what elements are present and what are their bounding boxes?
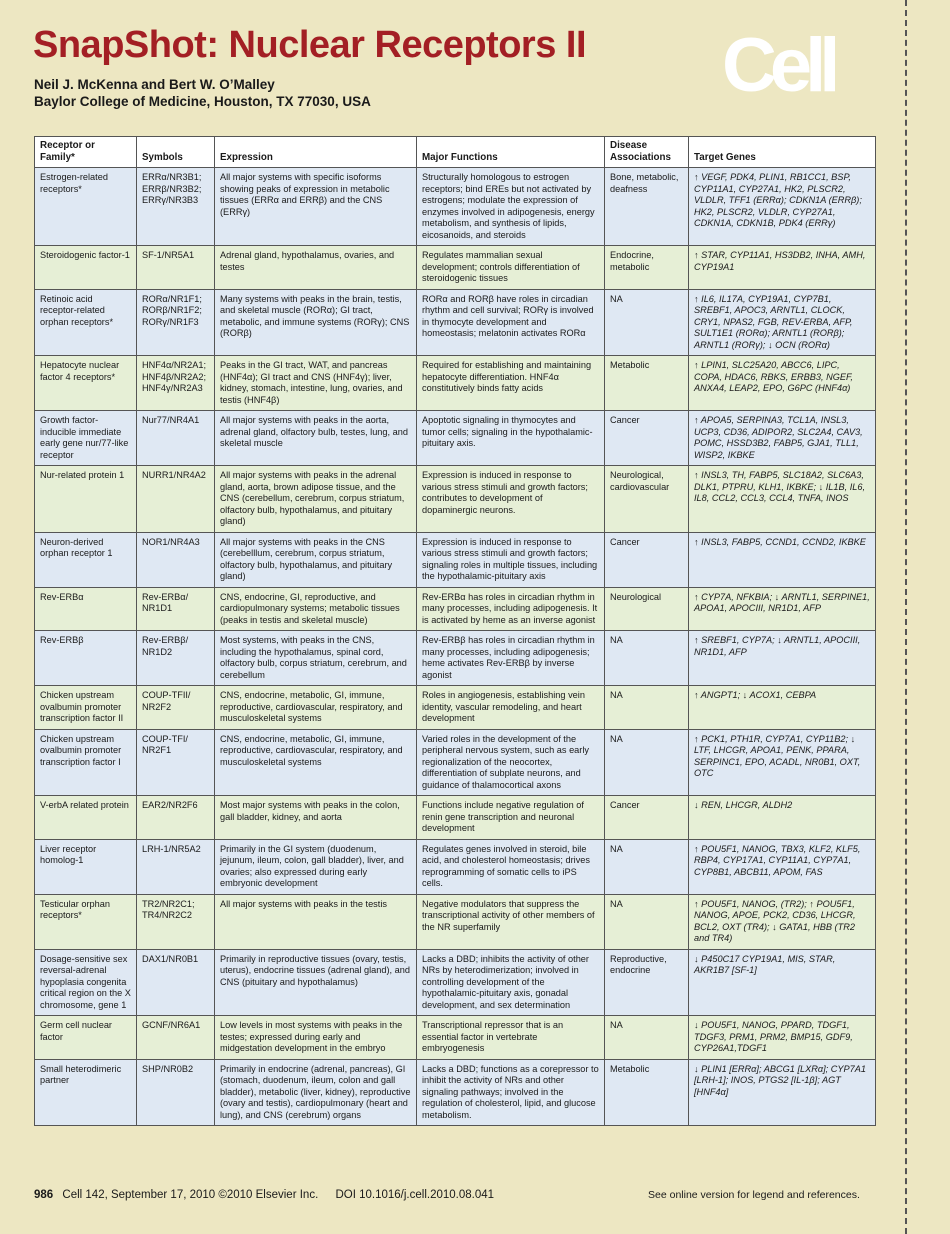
cell-expression: All major systems with peaks in the CNS (cerebelllum, cerebrum, corpus striatum, olfactory bulb, hypothalamus, and pituitary gland) [215,532,417,587]
cell-genes: ↓ PLIN1 [ERRα]; ABCG1 [LXRα]; CYP7A1 [LRH-1]; INOS, PTGS2 [IL-1β]; AGT [HNF4α] [689,1059,876,1126]
journal-logo: Cell [722,23,834,108]
cell-functions: Expression is induced in response to various stress stimuli and growth factors; contributes to development of dopaminergic neurons. [417,466,605,533]
cell-expression: All major systems with peaks in the aorta, adrenal gland, olfactory bulb, testes, lung, and skeletal muscle [215,411,417,466]
cell-symbols: HNF4α/NR2A1; HNF4β/NR2A2; HNF4γ/NR2A3 [137,356,215,411]
cell-receptor: Testicular orphan receptors* [35,894,137,949]
cell-disease: Bone, metabolic, deafness [605,168,689,246]
citation: Cell 142, September 17, 2010 ©2010 Elsevier Inc. [62,1189,319,1201]
cell-receptor: Growth factor-inducible immediate early gene nur/77-like receptor [35,411,137,466]
doi: DOI 10.1016/j.cell.2010.08.041 [335,1189,495,1201]
table-row [35,356,876,411]
cell-disease: Cancer [605,532,689,587]
cell-expression: All major systems with peaks in the testis [215,894,417,949]
cell-genes: ↓ P450C17 CYP19A1, MIS, STAR, AKR1B7 [SF-1] [689,949,876,1016]
cell-receptor: Retinoic acid receptor-related orphan receptors* [35,289,137,356]
cell-receptor: Estrogen-related receptors* [35,168,137,246]
cell-expression: Primarily in the GI system (duodenum, jejunum, ileum, colon, gall bladder), liver, and ovaries; also expressed during early embryonic development [215,839,417,894]
cell-functions: Expression is induced in response to various stress stimuli and growth factors; signaling roles in multiple tissues, including the hypothalamic-pituitary axis [417,532,605,587]
table-row [35,587,876,631]
page-number: 986 [34,1189,54,1201]
table-row [35,532,876,587]
cell-receptor: Rev-ERBα [35,587,137,631]
cell-receptor: V-erbA related protein [35,796,137,840]
cell-disease: NA [605,729,689,796]
cell-symbols: Rev-ERBβ/ NR1D2 [137,631,215,686]
cell-receptor: Small heterodimeric partner [35,1059,137,1126]
cell-symbols: EAR2/NR2F6 [137,796,215,840]
cell-disease: NA [605,1016,689,1060]
cell-genes: ↑ INSL3, TH, FABP5, SLC18A2, SLC6A3, DLK1, PTPRU, KLH1, IKBKE; ↓ IL1B, IL6, IL8, CCL2, CCL3, CCL4, TNFA, INOS [689,466,876,533]
cell-expression: All major systems with specific isoforms showing peaks of expression in metabolic tissues (ERRα and ERRβ) and the CNS (ERRγ) [215,168,417,246]
cell-functions: Regulates mammalian sexual development; controls differentiation of steroidogenic tissues [417,246,605,290]
receptor-table [34,136,876,1126]
cell-disease: Neurological, cardiovascular [605,466,689,533]
cell-genes: ↑ SREBF1, CYP7A; ↓ ARNTL1, APOCIII, NR1D1, AFP [689,631,876,686]
cell-expression: Peaks in the GI tract, WAT, and pancreas (HNF4α); GI tract and CNS (HNF4γ); liver, kidney, stomach, intestine, lung, ovaries, and testis (HNF4β) [215,356,417,411]
cell-genes: ↑ ANGPT1; ↓ ACOX1, CEBPA [689,686,876,730]
cell-functions: Functions include negative regulation of renin gene transcription and neuronal development [417,796,605,840]
cell-disease: NA [605,289,689,356]
cell-genes: ↓ POU5F1, NANOG, PPARD, TDGF1, TDGF3, PRM1, PRM2, BMP15, GDF9, CYP26A1,TDGF1 [689,1016,876,1060]
cell-receptor: Nur-related protein 1 [35,466,137,533]
cell-genes: ↑ PCK1, PTH1R, CYP7A1, CYP11B2; ↓ LTF, LHCGR, APOA1, PENK, PPARA, SERPINC1, EPO, ACADL, NR0B1, OXT, OTC [689,729,876,796]
cell-functions: Rev-ERBα has roles in circadian rhythm in many processes, including adipogenesis. It is activated by heme as an inverse agonist [417,587,605,631]
table-row [35,1016,876,1060]
cell-functions: RORα and RORβ have roles in circadian rhythm and cell survival; RORγ is involved in thymocyte development and homeostasis; melatonin activates RORα [417,289,605,356]
column-header-receptor: Receptor or Family* [35,137,137,168]
cell-receptor: Rev-ERBβ [35,631,137,686]
cell-disease: NA [605,686,689,730]
page-cut-line [905,0,907,1234]
author-block [34,76,371,110]
cell-receptor: Neuron-derived orphan receptor 1 [35,532,137,587]
cell-functions: Lacks a DBD; inhibits the activity of other NRs by heterodimerization; involved in controlling development of the hypothalamic-pituitary axis, gonadal development, and sex determination [417,949,605,1016]
cell-receptor: Hepatocyte nuclear factor 4 receptors* [35,356,137,411]
cell-genes: ↑ POU5F1, NANOG, (TR2); ↑ POU5F1, NANOG, APOE, PCK2, CD36, LHCGR, BCL2, OXT (TR4); ↓ GATA1, HBB (TR2 and TR4) [689,894,876,949]
cell-genes: ↑ POU5F1, NANOG, TBX3, KLF2, KLF5, RBP4, CYP17A1, CYP11A1, CYP7A1, CYP8B1, ABCB11, APOM, FAS [689,839,876,894]
column-header-genes: Target Genes [689,137,876,168]
cell-genes: ↑ CYP7A, NFKBIA; ↓ ARNTL1, SERPINE1, APOA1, APOCIII, NR1D1, AFP [689,587,876,631]
cell-expression: CNS, endocrine, metabolic, GI, immune, reproductive, cardiovascular, respiratory, and musculoskeletal systems [215,729,417,796]
cell-disease: Cancer [605,411,689,466]
cell-genes: ↑ LPIN1, SLC25A20, ABCC6, LIPC, COPA, HDAC6, RBKS, ERBB3, NGEF, ANXA4, LEAP2, EPO, G6PC (HNF4α) [689,356,876,411]
cell-symbols: SHP/NR0B2 [137,1059,215,1126]
cell-expression: Most major systems with peaks in the colon, gall bladder, kidney, and aorta [215,796,417,840]
cell-disease: Reproductive, endocrine [605,949,689,1016]
cell-disease: NA [605,894,689,949]
table-row [35,289,876,356]
cell-expression: Primarily in reproductive tissues (ovary, testis, uterus), endocrine tissues (adrenal gland), and CNS (pituitary and hypothalamus) [215,949,417,1016]
cell-symbols: COUP-TFII/ NR2F2 [137,686,215,730]
cell-symbols: LRH-1/NR5A2 [137,839,215,894]
cell-symbols: Nur77/NR4A1 [137,411,215,466]
column-header-disease: Disease Associations [605,137,689,168]
cell-functions: Regulates genes involved in steroid, bile acid, and cholesterol homeostasis; drives reprogramming of somatic cells to iPS cells. [417,839,605,894]
cell-disease: Metabolic [605,1059,689,1126]
cell-genes: ↓ REN, LHCGR, ALDH2 [689,796,876,840]
cell-symbols: COUP-TFI/ NR2F1 [137,729,215,796]
table-row [35,686,876,730]
table-row [35,631,876,686]
cell-expression: CNS, endocrine, metabolic, GI, immune, reproductive, cardiovascular, respiratory, and musculoskeletal systems [215,686,417,730]
column-header-functions: Major Functions [417,137,605,168]
table-row [35,466,876,533]
cell-receptor: Steroidogenic factor-1 [35,246,137,290]
cell-receptor: Chicken upstream ovalbumin promoter transcription factor II [35,686,137,730]
cell-receptor: Liver receptor homolog-1 [35,839,137,894]
column-header-symbols: Symbols [137,137,215,168]
cell-functions: Structurally homologous to estrogen receptors; bind EREs but not activated by estrogens; modulate the expression of enzymes involved in adipogenesis, energy metabolism, and synthesis of lipids, eicosanoids, and steroids [417,168,605,246]
cell-disease: Metabolic [605,356,689,411]
table-row [35,839,876,894]
cell-symbols: DAX1/NR0B1 [137,949,215,1016]
cell-expression: All major systems with peaks in the adrenal gland, aorta, brown adipose tissue, and the CNS (cerebellum, cerebrum, corpus striatum, olfactory bulb, hypothalamus, and pituitary gland) [215,466,417,533]
table-row [35,246,876,290]
cell-receptor: Germ cell nuclear factor [35,1016,137,1060]
table-row [35,411,876,466]
cell-expression: Many systems with peaks in the brain, testis, and skeletal muscle (RORα); GI tract, metabolic, and immune systems (RORγ); CNS (RORβ) [215,289,417,356]
cell-functions: Apoptotic signaling in thymocytes and tumor cells; signaling in the hypothalamic-pituitary axis. [417,411,605,466]
table-row [35,1059,876,1126]
footer-citation-block [34,1189,494,1201]
cell-functions: Varied roles in the development of the peripheral nervous system, such as early regionalization of the neocortex, differentiation of subplate neurons, and guidance of thalamocortical axons [417,729,605,796]
cell-functions: Roles in angiogenesis, establishing vein identity, vascular remodeling, and heart development [417,686,605,730]
cell-symbols: GCNF/NR6A1 [137,1016,215,1060]
cell-expression: Most systems, with peaks in the CNS, including the hypothalamus, spinal cord, olfactory bulb, corpus striatum, cerebrum, and cerebellum [215,631,417,686]
cell-receptor: Chicken upstream ovalbumin promoter transcription factor I [35,729,137,796]
authors: Neil J. McKenna and Bert W. O’Malley [34,77,275,92]
cell-disease: NA [605,631,689,686]
column-header-expression: Expression [215,137,417,168]
page-title: SnapShot: Nuclear Receptors II [33,24,587,66]
cell-symbols: ERRα/NR3B1; ERRβ/NR3B2; ERRγ/NR3B3 [137,168,215,246]
cell-genes: ↑ INSL3, FABP5, CCND1, CCND2, IKBKE [689,532,876,587]
cell-genes: ↑ IL6, IL17A, CYP19A1, CYP7B1, SREBF1, APOC3, ARNTL1, CLOCK, CRY1, NPAS2, FGB, REV-ERBA, AFP, SULT1E1 (RORα); ARNTL1 (RORβ); ARNTL1 (RORγ); ↓ OCN (RORα) [689,289,876,356]
cell-disease: Endocrine, metabolic [605,246,689,290]
cell-receptor: Dosage-sensitive sex reversal-adrenal hypoplasia congenita critical region on the X chromosome, gene 1 [35,949,137,1016]
table-row [35,796,876,840]
table-row [35,168,876,246]
cell-symbols: Rev-ERBα/ NR1D1 [137,587,215,631]
cell-genes: ↑ STAR, CYP11A1, HS3DB2, INHA, AMH, CYP19A1 [689,246,876,290]
cell-disease: Cancer [605,796,689,840]
cell-expression: CNS, endocrine, GI, reproductive, and cardiopulmonary systems; metabolic tissues (peaks in testis and skeletal muscle) [215,587,417,631]
cell-genes: ↑ VEGF, PDK4, PLIN1, RB1CC1, BSP, CYP11A1, CYP27A1, HK2, PLSCR2, VLDLR, TFF1 (ERRα); CDKN1A (ERRβ); HK2, PLSCR2, VLDLR, CYP27A1, CDKN1A, CDKN1B, PDK4 (ERRγ) [689,168,876,246]
table-row [35,949,876,1016]
cell-symbols: TR2/NR2C1; TR4/NR2C2 [137,894,215,949]
cell-functions: Rev-ERBβ has roles in circadian rhythm in many processes, including adipogenesis; heme activates Rev-ERBβ by inverse agonist [417,631,605,686]
footer-note: See online version for legend and references. [648,1189,860,1201]
cell-expression: Adrenal gland, hypothalamus, ovaries, and testes [215,246,417,290]
table-row [35,894,876,949]
cell-symbols: RORα/NR1F1; RORβ/NR1F2; RORγ/NR1F3 [137,289,215,356]
cell-symbols: NURR1/NR4A2 [137,466,215,533]
cell-functions: Lacks a DBD; functions as a corepressor to inhibit the activity of NRs and other signaling pathways; involved in the regulation of cholesterol, lipid, and glucose metabolism. [417,1059,605,1126]
cell-symbols: NOR1/NR4A3 [137,532,215,587]
affiliation: Baylor College of Medicine, Houston, TX 77030, USA [34,94,371,109]
cell-disease: Neurological [605,587,689,631]
cell-functions: Transcriptional repressor that is an essential factor in vertebrate embryogenesis [417,1016,605,1060]
table-header-row [35,137,876,168]
cell-disease: NA [605,839,689,894]
cell-symbols: SF-1/NR5A1 [137,246,215,290]
cell-expression: Low levels in most systems with peaks in the testes; expressed during early and midgestation development in the embryo [215,1016,417,1060]
cell-expression: Primarily in endocrine (adrenal, pancreas), GI (stomach, duodenum, ileum, colon and gall bladder), metabolic (liver, kidney), reproductive (ovary and testis), cardiopulmonary (heart and lung), and CNS (cerebrum) organs [215,1059,417,1126]
cell-functions: Required for establishing and maintaining hepatocyte differentiation. HNF4α constitutively binds fatty acids [417,356,605,411]
table-row [35,729,876,796]
cell-functions: Negative modulators that suppress the transcriptional activity of other members of the NR superfamily [417,894,605,949]
cell-genes: ↑ APOA5, SERPINA3, TCL1A, INSL3, UCP3, CD36, ADIPOR2, SLC2A4, CAV3, POMC, HSSD3B2, FABP5, GJA1, TLL1, WISP2, IKBKE [689,411,876,466]
